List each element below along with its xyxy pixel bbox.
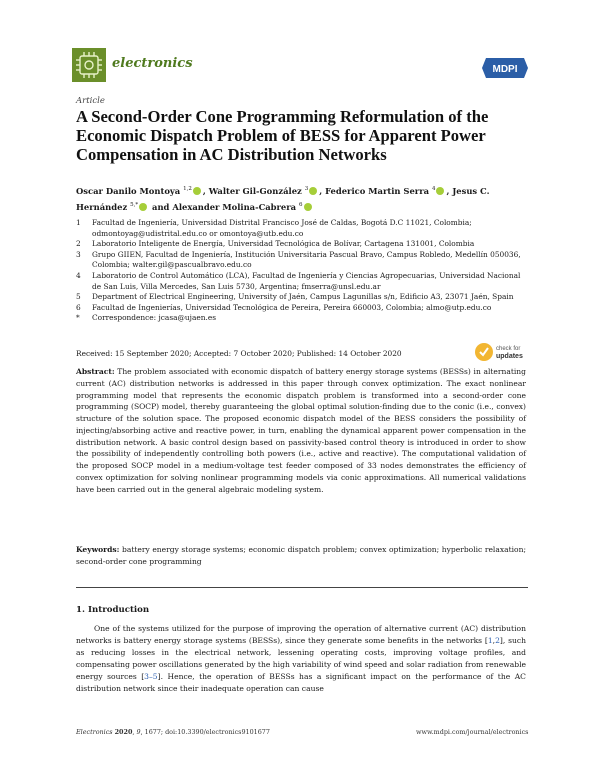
svg-text:updates: updates — [496, 353, 523, 360]
journal-logo-icon — [72, 48, 106, 82]
publication-dates: Received: 15 September 2020; Accepted: 7 October 2020; Published: 14 October 2020 — [76, 349, 402, 358]
keywords-text: battery energy storage systems; economic dispatch problem; convex optimization; hyperbolic relaxation; second-order cone programming — [76, 545, 526, 566]
author-list: Oscar Danilo Montoya $^{1,2}$ , Walter Gil-González $^3$ , Federico Martin Serra $^4$ , Jesus C. Hernández $^{5,*}$ and Alexander Molina-Cabrera $^6$ — [76, 185, 490, 212]
orcid-icon[interactable] — [309, 187, 317, 195]
journal-logo — [72, 48, 106, 82]
intro-paragraph: One of the systems utilized for the purpose of improving the operation of alternative current (AC) distribution networks is battery energy storage systems (BESSs), since they generate some benefits in the networks [1,2], such as reducing losses in the electrical network, lessening operating costs, improving voltage profiles, and compensating power oscillations generated by the high variability of wind speed and solar radiation from renewable energy sources [3–5]. Hence, the operation of BESSs has a significant impact on the performance of the AC distribution network since their inadequate operation can cause — [76, 624, 526, 693]
affiliation-item: 6 Facultad de Ingenierías, Universidad Tecnológica de Pereira, Pereira 660003, Colombia; almo@utp.edu.co — [76, 302, 492, 312]
abstract-label: Abstract: — [76, 367, 115, 376]
article-type: Article — [76, 96, 105, 106]
affiliation-item: 4 Laboratorio de Control Automático (LCA), Facultad de Ingeniería y Ciencias Agropecuarias, Universidad Nacional de San Luis, Villa Mercedes, San Luis 5730, Argentina; fmserra@unsl.edu.ar — [76, 270, 521, 291]
footer-citation: Electronics 2020, 9, 1677; doi:10.3390/electronics9101677 — [76, 728, 270, 736]
divider — [76, 587, 528, 588]
author[interactable]: Federico Martin Serra $^4$ — [325, 185, 436, 196]
abstract-text: The problem associated with economic dispatch of battery energy storage systems (BESSs) in alternating current (AC) distribution networks is addressed in this paper through convex optimization. The exact nonlinear programming model that represents the economic dispatch problem is transformed into a second-order cone programming (SOCP) model, thereby guaranteeing the global optimal solution-finding due to the conic (i.e., convex) structure of the solution space. The proposed economic dispatch model of the BESS considers the possibility of injecting/absorbing active and reactive power, in turn, enabling the dynamical apparent power compensation in the distribution network. A basic control design based on passivity-based control theory is introduced in order to show the possibility of independently controlling both powers (i.e., active and reactive). The computational validation of the proposed SOCP model in a medium-voltage test feeder composed of 33 nodes demonstrates the efficiency of convex optimization for solving nonlinear programming models via conic approximations. All numerical validations have been carried out in the general algebraic modeling system. — [76, 367, 526, 494]
citation-link[interactable]: 1 — [487, 635, 493, 645]
publisher-name: MDPI — [492, 64, 518, 75]
citation-link[interactable]: 3–5 — [144, 671, 158, 681]
journal-name: electronics — [112, 56, 193, 71]
citation-link[interactable]: 2 — [495, 635, 500, 645]
footer-url[interactable]: www.mdpi.com/journal/electronics — [416, 728, 529, 736]
keywords-label: Keywords: — [76, 545, 120, 554]
abstract — [76, 366, 526, 495]
affiliation-item: 5 Department of Electrical Engineering, University of Jaén, Campus Lagunillas s/n, Edificio A3, 23071 Jaén, Spain — [76, 292, 514, 302]
keywords — [76, 544, 526, 568]
affiliation-item: 3 Grupo GIIEN, Facultad de Ingeniería, Institución Universitaria Pascual Bravo, Campus Robledo, Medellín 050036, Colombia; walter.gil@pascualbravo.edu.co — [76, 249, 521, 270]
orcid-icon[interactable] — [436, 187, 444, 195]
correspondence: * Correspondence: jcasa@ujaen.es — [76, 313, 217, 323]
article-title: A Second-Order Cone Programming Reformulation of the Economic Dispatch Problem of BESS for Apparent Power Compensation in AC Distribution Networks — [76, 107, 489, 164]
author[interactable]: Oscar Danilo Montoya $^{1,2}$ — [76, 185, 192, 196]
author[interactable]: Alexander Molina-Cabrera $^6$ — [172, 201, 303, 212]
svg-text:check for: check for — [496, 346, 521, 352]
section-heading: 1. Introduction — [76, 605, 150, 615]
orcid-icon[interactable] — [193, 187, 201, 195]
author[interactable]: Jesus C. Hernández $^{5,*}$ — [76, 185, 490, 212]
publisher-logo — [482, 58, 528, 78]
check-for-updates-badge[interactable] — [474, 340, 534, 364]
orcid-icon[interactable] — [304, 203, 312, 211]
affiliation-item: 2 Laboratorio Inteligente de Energía, Universidad Tecnológica de Bolívar, Cartagena 131001, Colombia — [76, 239, 475, 249]
affiliation-list — [76, 218, 526, 324]
orcid-icon[interactable] — [139, 203, 147, 211]
author[interactable]: Walter Gil-González $^3$ — [208, 185, 309, 196]
mdpi-logo-icon — [482, 58, 528, 78]
affiliation-item: 1 Facultad de Ingeniería, Universidad Distrital Francisco José de Caldas, Bogotá D.C 11021, Colombia; odmontoyag@udistrital.edu.co or omontoya@utb.edu.co — [76, 218, 472, 238]
